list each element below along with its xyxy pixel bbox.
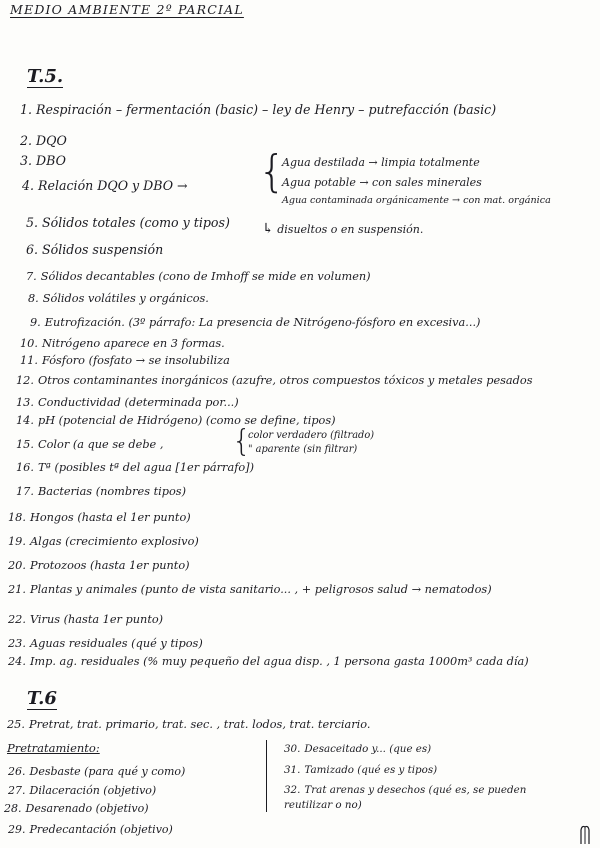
color-note-2: " aparente (sin filtrar) [248, 444, 358, 455]
t5-item-23: 23. Aguas residuales (qué y tipos) [8, 637, 203, 650]
page-mark [578, 824, 592, 846]
color-note-1: color verdadero (filtrado) [248, 430, 375, 441]
t5-item-3: 3. DBO [20, 153, 66, 168]
relacion-note-2: Agua potable → con sales minerales [282, 176, 482, 189]
pretratamiento-heading: Pretratamiento: [7, 741, 100, 755]
relacion-note-3: Agua contaminada orgánicamente → con mat. orgánica [282, 195, 551, 206]
t5-item-6: 6. Sólidos suspensión [26, 242, 164, 257]
t5-item-8: 8. Sólidos volátiles y orgánicos. [28, 292, 209, 305]
t5-item-13: 13. Conductividad (determinada por...) [16, 396, 239, 409]
section-heading-t6: T.6 [27, 688, 57, 709]
t5-item-14: 14. pH (potencial de Hidrógeno) (como se define, tipos) [16, 414, 336, 427]
t6-item-29: 29. Predecantación (objetivo) [8, 823, 173, 836]
t5-item-17: 17. Bacterias (nombres tipos) [16, 485, 186, 498]
section-heading-t5: T.5. [27, 66, 64, 87]
solidos-note: ↳ disueltos o en suspensión. [262, 221, 424, 237]
t5-item-19: 19. Algas (crecimiento explosivo) [8, 535, 199, 548]
t6-item-27: 27. Dilaceración (objetivo) [8, 784, 157, 797]
column-divider [266, 740, 267, 812]
t5-item-7: 7. Sólidos decantables (cono de Imhoff se mide en volumen) [26, 270, 371, 283]
t5-item-9: 9. Eutrofización. (3º párrafo: La presencia de Nitrógeno-fósforo en excesiva...) [30, 316, 481, 329]
t5-item-18: 18. Hongos (hasta el 1er punto) [8, 511, 191, 524]
t5-item-16: 16. Tª (posibles tª del agua [1er párrafo]) [16, 461, 254, 474]
t5-item-5: 5. Sólidos totales (como y tipos) [26, 215, 230, 230]
t6-intro: 25. Pretrat, trat. primario, trat. sec. , trat. lodos, trat. terciario. [7, 718, 371, 731]
t6-item-31: 31. Tamizado (qué es y tipos) [284, 764, 438, 776]
t6-item-30: 30. Desaceitado y... (que es) [284, 743, 432, 755]
t5-item-21: 21. Plantas y animales (punto de vista sanitario... , + peligrosos salud → nematodos) [8, 583, 492, 596]
t5-item-4: 4. Relación DQO y DBO → [22, 178, 188, 193]
t5-item-15: 15. Color (a que se debe , [16, 438, 164, 451]
t6-item-28: 28. Desarenado (objetivo) [4, 802, 149, 815]
t6-item-32: 32. Trat arenas y desechos (qué es, se pueden reutilizar o no) [284, 784, 527, 811]
t5-item-2: 2. DQO [20, 133, 67, 148]
t5-item-11: 11. Fósforo (fosfato → se insolubiliza [20, 354, 230, 367]
t5-item-24: 24. Imp. ag. residuales (% muy pequeño del agua disp. , 1 persona gasta 1000m³ cada día) [8, 655, 529, 668]
t5-item-12: 12. Otros contaminantes inorgánicos (azufre, otros compuestos tóxicos y metales pesados [16, 374, 533, 387]
t5-item-20: 20. Protozoos (hasta 1er punto) [8, 559, 190, 572]
relacion-note-1: Agua destilada → limpia totalmente [282, 156, 480, 169]
color-brace: { [232, 424, 252, 459]
t5-item-10: 10. Nitrógeno aparece en 3 formas. [20, 337, 225, 350]
t5-item-22: 22. Virus (hasta 1er punto) [8, 613, 164, 626]
t5-item-1: 1. Respiración – fermentación (basic) – ley de Henry – putrefacción (basic) [20, 102, 497, 117]
page-title: MEDIO AMBIENTE 2º PARCIAL [10, 2, 244, 17]
t6-item-26: 26. Desbaste (para qué y como) [8, 765, 186, 778]
relacion-brace: { [258, 146, 286, 197]
